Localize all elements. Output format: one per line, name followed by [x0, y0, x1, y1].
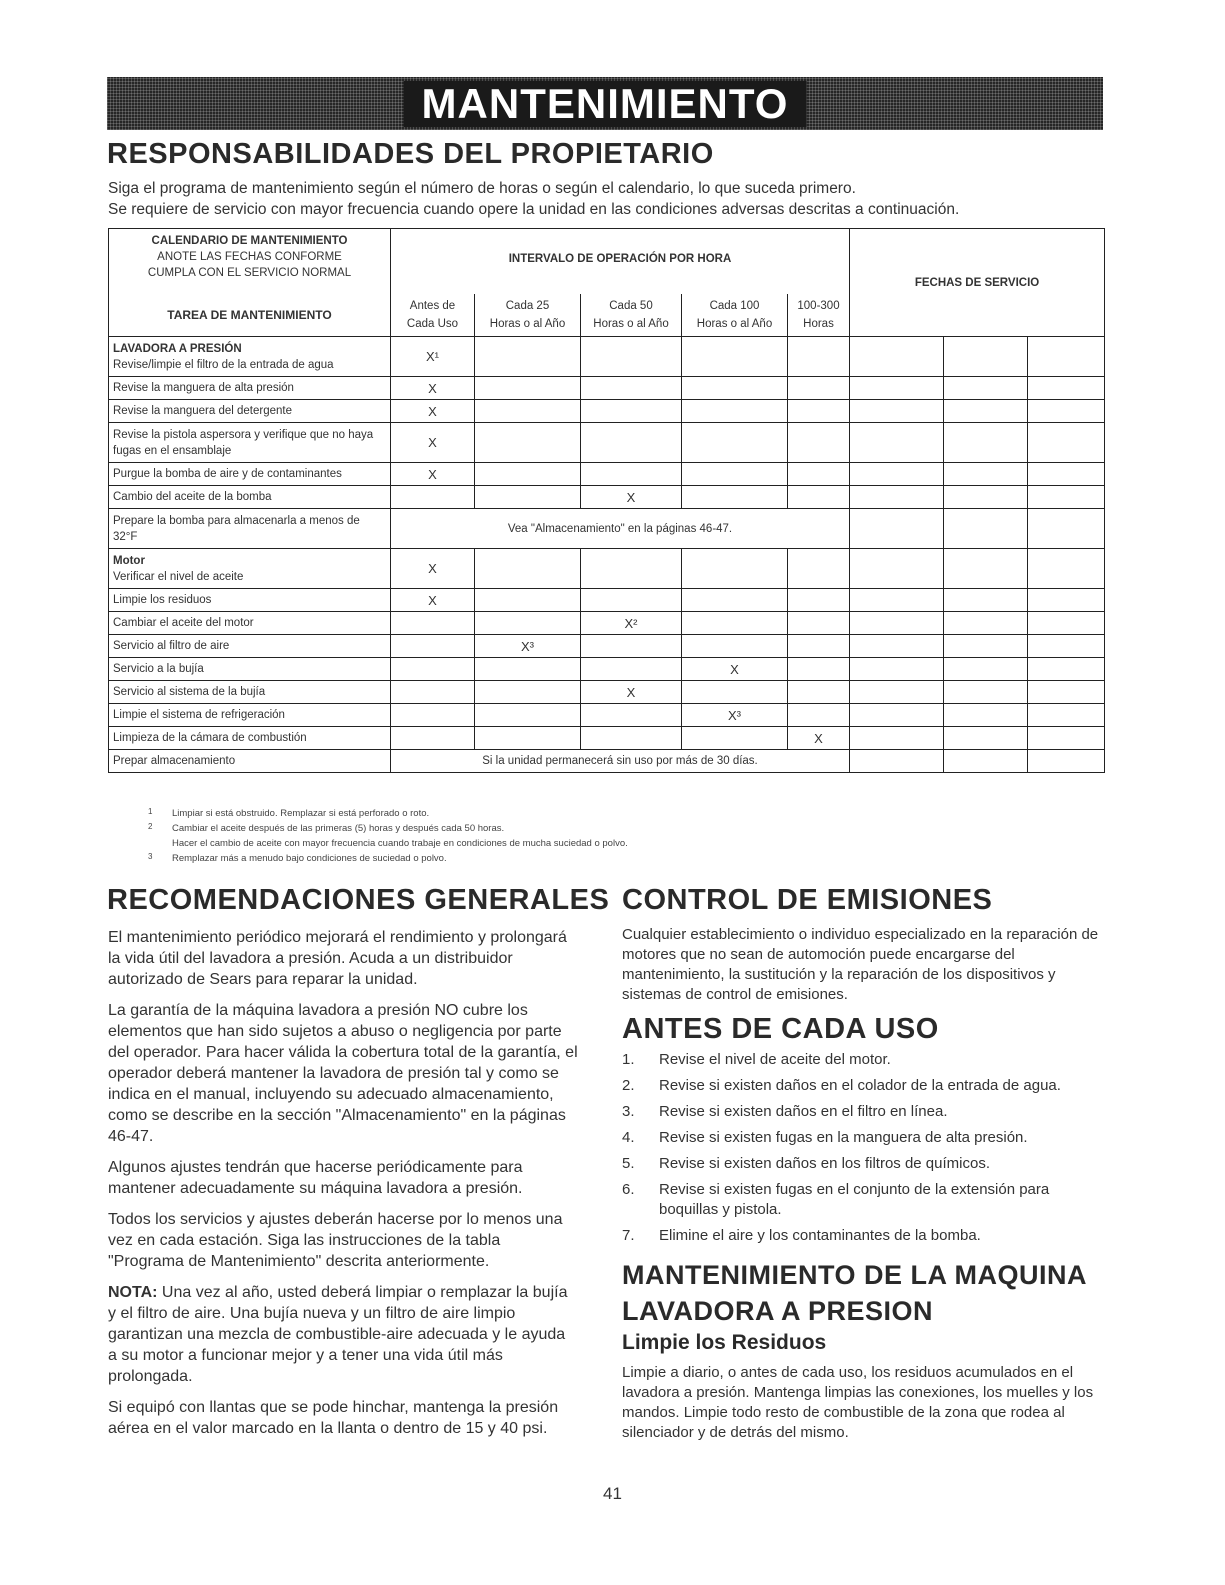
group-label-pressure-washer: LAVADORA A PRESIÓN: [113, 342, 242, 355]
list-text: Revise si existen daños en el filtro en línea.: [659, 1103, 948, 1120]
list-number: 3.: [622, 1103, 635, 1120]
service-dates-header: FECHAS DE SERVICIO: [850, 229, 1105, 337]
date-cell[interactable]: [850, 658, 944, 681]
date-cell[interactable]: [850, 463, 944, 486]
mark-cell: [475, 549, 581, 589]
recommendations-paragraph: Algunos ajustes tendrán que hacerse periódicamente para mantener adecuadamente su máquina lavadora a presión.: [108, 1159, 523, 1197]
date-cell[interactable]: [1028, 400, 1105, 423]
mark-cell: X²: [581, 612, 682, 635]
date-cell[interactable]: [850, 337, 944, 377]
owner-responsibilities-heading: RESPONSABILIDADES DEL PROPIETARIO: [107, 138, 714, 170]
date-cell[interactable]: [1028, 658, 1105, 681]
footnote: [148, 851, 628, 866]
recommendations-paragraph: La garantía de la máquina lavadora a presión NO cubre los elementos que han sido sujetos a abuso o negligencia por parte del operador. Para hacer válida la cobertura total de la garantía, el operador deberá mantener la lavadora de presión tal y como se indica en el manual, incluyendo su adecuado almacenamiento, como se describe en la sección "Almacenamiento" en la páginas 46-47.: [108, 1002, 578, 1145]
task-label: Cambio del aceite de la bomba: [109, 486, 391, 509]
mark-cell: X: [391, 549, 475, 589]
mark-cell: [391, 486, 475, 509]
mark-cell: [581, 337, 682, 377]
interval-col-5: [788, 294, 850, 337]
date-cell[interactable]: [944, 463, 1028, 486]
date-cell[interactable]: [1028, 463, 1105, 486]
interval-col-4: [682, 294, 788, 337]
table-row: [109, 635, 1105, 658]
table-footnotes: [148, 806, 628, 866]
date-cell[interactable]: [1028, 509, 1105, 549]
recommendations-paragraph: El mantenimiento periódico mejorará el rendimiento y prolongará la vida útil del lavadora a presión. Acuda a un distribuidor autorizado de Sears para reparar la unidad.: [108, 929, 567, 988]
mark-cell: X: [391, 589, 475, 612]
date-cell[interactable]: [850, 750, 944, 773]
mark-cell: [581, 549, 682, 589]
mark-cell: [475, 681, 581, 704]
footnote-number: 3: [148, 852, 153, 861]
list-text: Revise si existen daños en el colador de la entrada de agua.: [659, 1077, 1061, 1094]
table-row: [109, 612, 1105, 635]
date-cell[interactable]: [850, 704, 944, 727]
mark-cell: X: [581, 681, 682, 704]
interval-5-line2: Horas: [803, 317, 834, 330]
date-cell[interactable]: [944, 750, 1028, 773]
before-each-use-heading: ANTES DE CADA USO: [622, 1013, 939, 1045]
mark-cell: [682, 681, 788, 704]
interval-5-line1: 100-300: [797, 299, 840, 312]
date-cell[interactable]: [944, 509, 1028, 549]
table-row: [109, 681, 1105, 704]
date-cell[interactable]: [944, 658, 1028, 681]
mark-cell: [682, 337, 788, 377]
interval-col-1: [391, 294, 475, 337]
mark-cell: [581, 635, 682, 658]
mark-cell: [682, 612, 788, 635]
mark-cell: [788, 337, 850, 377]
date-cell[interactable]: [944, 704, 1028, 727]
date-cell[interactable]: [944, 635, 1028, 658]
mark-cell: [788, 612, 850, 635]
list-text: Revise si existen fugas en el conjunto de la extensión para boquillas y pistola.: [659, 1181, 1050, 1218]
list-number: 7.: [622, 1227, 635, 1244]
recommendations-paragraph: Todos los servicios y ajustes deberán hacerse por lo menos una vez en cada estación. Siga las instrucciones de la tabla "Programa de Mantenimiento" descrita anteriormente.: [108, 1211, 563, 1270]
mark-cell: X¹: [391, 337, 475, 377]
date-cell[interactable]: [850, 400, 944, 423]
list-number: 1.: [622, 1051, 635, 1068]
maintenance-schedule-table: [108, 228, 1105, 773]
date-cell[interactable]: [1028, 704, 1105, 727]
mark-cell: [581, 423, 682, 463]
mark-cell: [788, 681, 850, 704]
mark-cell: [581, 704, 682, 727]
machine-maintenance-heading-line-1: MANTENIMIENTO DE LA MAQUINA: [622, 1260, 1087, 1290]
task-label: Servicio a la bujía: [109, 658, 391, 681]
task-cell: [109, 549, 391, 589]
mark-cell: [788, 589, 850, 612]
mark-cell: [581, 658, 682, 681]
task-label: Prepar almacenamiento: [109, 750, 391, 773]
task-label: Revise la manguera de alta presión: [109, 377, 391, 400]
date-cell[interactable]: [850, 423, 944, 463]
date-cell[interactable]: [944, 337, 1028, 377]
task-label: Limpie los residuos: [109, 589, 391, 612]
table-row: [109, 377, 1105, 400]
table-row: [109, 423, 1105, 463]
mark-cell: [682, 400, 788, 423]
date-cell[interactable]: [1028, 681, 1105, 704]
mark-cell: [682, 377, 788, 400]
mark-cell: X³: [475, 635, 581, 658]
footnote-text: Limpiar si está obstruido. Remplazar si está perforado o roto.: [172, 808, 430, 819]
intro-line-2: Se requiere de servicio con mayor frecuencia cuando opere la unidad en las condiciones adversas descritas a continuación.: [108, 201, 960, 218]
list-number: 6.: [622, 1181, 635, 1198]
date-cell[interactable]: [1028, 377, 1105, 400]
task-label: Revise la manguera del detergente: [109, 400, 391, 423]
list-text: Revise el nivel de aceite del motor.: [659, 1051, 891, 1068]
table-row: [109, 750, 1105, 773]
table-row: [109, 549, 1105, 589]
list-number: 4.: [622, 1129, 635, 1146]
interval-2-line2: Horas o al Año: [489, 317, 566, 330]
date-cell[interactable]: [1028, 727, 1105, 750]
mark-cell: [682, 463, 788, 486]
date-cell[interactable]: [1028, 549, 1105, 589]
list-item: [622, 1076, 1112, 1096]
interval-3-line1: Cada 50: [609, 299, 653, 312]
list-item: [622, 1180, 1112, 1220]
calendar-line-3: CUMPLA CON EL SERVICIO NORMAL: [147, 267, 352, 279]
clean-debris-subheading: Limpie los Residuos: [622, 1331, 827, 1354]
banner-title: MANTENIMIENTO: [404, 81, 807, 127]
mark-cell: [475, 423, 581, 463]
mark-cell: [581, 589, 682, 612]
intro-line-1: Siga el programa de mantenimiento según el número de horas o según el calendario, lo que suceda primero.: [108, 180, 856, 197]
mark-cell: [788, 423, 850, 463]
task-header: TAREA DE MANTENIMIENTO: [109, 294, 391, 337]
general-recommendations-heading: RECOMENDACIONES GENERALES: [107, 884, 610, 916]
recommendations-paragraph: Si equipó con llantas que se pode hinchar, mantenga la presión aérea en el valor marcado en la llanta o dentro de 15 y 40 psi.: [108, 1399, 559, 1437]
task-label: Cambiar el aceite del motor: [109, 612, 391, 635]
footnote-number: 2: [148, 822, 153, 831]
task-label: Purgue la bomba de aire y de contaminantes: [109, 463, 391, 486]
mark-cell: [788, 400, 850, 423]
date-cell[interactable]: [850, 681, 944, 704]
mark-cell: [682, 486, 788, 509]
mark-cell: [788, 658, 850, 681]
group-label-motor: Motor: [113, 554, 145, 567]
footnote-text: Hacer el cambio de aceite con mayor frecuencia cuando trabaje en condiciones de mucha suciedad o polvo.: [172, 838, 628, 849]
date-cell[interactable]: [1028, 337, 1105, 377]
mark-cell: [391, 681, 475, 704]
mark-cell: [682, 549, 788, 589]
date-cell[interactable]: [1028, 423, 1105, 463]
date-cell[interactable]: [944, 612, 1028, 635]
task-label: Limpieza de la cámara de combustión: [109, 727, 391, 750]
date-cell[interactable]: [1028, 635, 1105, 658]
table-row: [109, 337, 1105, 377]
date-cell[interactable]: [850, 509, 944, 549]
date-cell[interactable]: [944, 727, 1028, 750]
mark-cell: [391, 635, 475, 658]
list-item: [622, 1050, 1112, 1070]
mark-cell: [475, 727, 581, 750]
footnote: [148, 821, 628, 836]
task-label: Revise/limpie el filtro de la entrada de agua: [113, 358, 334, 371]
list-text: Elimine el aire y los contaminantes de la bomba.: [659, 1227, 981, 1244]
page-number: 41: [603, 1484, 622, 1503]
general-recommendations-body: [108, 927, 578, 1449]
mark-cell: X: [581, 486, 682, 509]
list-item: [622, 1128, 1112, 1148]
mark-cell: [682, 589, 788, 612]
interval-4-line1: Cada 100: [709, 299, 760, 312]
owner-intro: [108, 178, 1108, 220]
date-cell[interactable]: [850, 635, 944, 658]
mark-cell: [475, 377, 581, 400]
date-cell[interactable]: [944, 486, 1028, 509]
interval-header: INTERVALO DE OPERACIÓN POR HORA: [391, 229, 850, 294]
emissions-body: Cualquier establecimiento o individuo especializado en la reparación de motores que no sean de automoción puede encargarse del mantenimiento, la sustitución y la reparación de los dispositivos y sistemas de control de emisiones.: [622, 926, 1099, 1003]
mark-cell: X³: [682, 704, 788, 727]
list-number: 5.: [622, 1155, 635, 1172]
mark-cell: X: [391, 400, 475, 423]
date-cell[interactable]: [944, 681, 1028, 704]
date-cell[interactable]: [850, 589, 944, 612]
date-cell[interactable]: [850, 486, 944, 509]
mark-cell: [391, 704, 475, 727]
emissions-control-heading: CONTROL DE EMISIONES: [622, 884, 993, 916]
interval-1-line1: Antes de: [409, 299, 456, 312]
task-label: Servicio al sistema de la bujía: [109, 681, 391, 704]
table-row: [109, 509, 1105, 549]
table-row: [109, 704, 1105, 727]
interval-2-line1: Cada 25: [505, 299, 550, 312]
task-label: Servicio al filtro de aire: [109, 635, 391, 658]
footnote-text: Cambiar el aceite después de las primeras (5) horas y después cada 50 horas.: [172, 823, 505, 834]
date-cell[interactable]: [944, 549, 1028, 589]
task-label: Prepare la bomba para almacenarla a menos de 32°F: [109, 509, 391, 549]
mark-cell: [475, 486, 581, 509]
table-row: [109, 463, 1105, 486]
calendar-line-2: ANOTE LAS FECHAS CONFORME: [157, 251, 342, 263]
mark-cell: [581, 463, 682, 486]
date-cell[interactable]: [1028, 589, 1105, 612]
interval-3-line2: Horas o al Año: [593, 317, 669, 330]
mark-cell: X: [391, 463, 475, 486]
clean-debris-body: Limpie a diario, o antes de cada uso, los residuos acumulados en el lavadora a presión. Mantenga limpias las conexiones, los muelles y los mandos. Limpie todo resto de combustible de la zona que rodea al silenciador y de detrás del mismo.: [622, 1364, 1094, 1441]
mark-cell: [475, 463, 581, 486]
interval-col-2: [475, 294, 581, 337]
mark-cell: [788, 635, 850, 658]
date-cell[interactable]: [944, 377, 1028, 400]
footnote: [148, 836, 628, 851]
mark-cell: [391, 612, 475, 635]
table-row: [109, 658, 1105, 681]
mark-cell: [581, 727, 682, 750]
date-cell[interactable]: [850, 612, 944, 635]
span-note: Si la unidad permanecerá sin uso por más de 30 días.: [391, 750, 850, 773]
footnote: [148, 806, 628, 821]
mark-cell: [475, 658, 581, 681]
list-text: Revise si existen daños en los filtros de químicos.: [659, 1155, 990, 1172]
mark-cell: [475, 337, 581, 377]
note-text: Una vez al año, usted deberá limpiar o remplazar la bujía y el filtro de aire. Una bujía nueva y un filtro de aire limpio garantizan una mezcla de combustible-aire adecuada y le ayuda a su motor a funcionar mejor y a tener una vida útil más prolongada.: [108, 1284, 568, 1385]
date-cell[interactable]: [850, 549, 944, 589]
mark-cell: X: [391, 377, 475, 400]
date-cell[interactable]: [1028, 486, 1105, 509]
mark-cell: [475, 704, 581, 727]
mark-cell: [391, 658, 475, 681]
interval-col-3: [581, 294, 682, 337]
mark-cell: [682, 423, 788, 463]
span-note: Vea "Almacenamiento" en la páginas 46-47.: [391, 509, 850, 549]
calendar-title: CALENDARIO DE MANTENIMIENTO: [151, 235, 348, 247]
mark-cell: [788, 463, 850, 486]
mark-cell: X: [391, 423, 475, 463]
mark-cell: [581, 377, 682, 400]
list-number: 2.: [622, 1077, 635, 1094]
task-label: Verificar el nivel de aceite: [113, 570, 244, 583]
list-text: Revise si existen fugas en la manguera de alta presión.: [659, 1129, 1028, 1146]
mark-cell: X: [682, 658, 788, 681]
footnote-text: Remplazar más a menudo bajo condiciones de suciedad o polvo.: [172, 853, 447, 864]
table-row: [109, 727, 1105, 750]
machine-maintenance-heading: [622, 1257, 1087, 1329]
table-row: [109, 486, 1105, 509]
date-cell[interactable]: [944, 400, 1028, 423]
machine-maintenance-heading-line-2: LAVADORA A PRESION: [622, 1296, 934, 1326]
mark-cell: [581, 400, 682, 423]
date-cell[interactable]: [1028, 612, 1105, 635]
table-row: [109, 589, 1105, 612]
mark-cell: X: [788, 727, 850, 750]
list-item: [622, 1226, 1112, 1246]
interval-4-line2: Horas o al Año: [696, 317, 773, 330]
list-item: [622, 1154, 1112, 1174]
mark-cell: [788, 486, 850, 509]
mark-cell: [475, 612, 581, 635]
mark-cell: [788, 549, 850, 589]
date-cell[interactable]: [944, 423, 1028, 463]
mark-cell: [788, 704, 850, 727]
task-cell: [109, 337, 391, 377]
recommendations-note: [108, 1282, 578, 1387]
task-label: Limpie el sistema de refrigeración: [109, 704, 391, 727]
date-cell[interactable]: [850, 377, 944, 400]
table-header-calendar: [109, 229, 391, 294]
note-label: NOTA:: [108, 1284, 158, 1301]
date-cell[interactable]: [850, 727, 944, 750]
date-cell[interactable]: [1028, 750, 1105, 773]
before-each-use-list: [622, 1050, 1112, 1252]
task-label: Revise la pistola aspersora y verifique que no haya fugas en el ensamblaje: [109, 423, 391, 463]
mark-cell: [475, 400, 581, 423]
section-banner: [107, 77, 1103, 130]
mark-cell: [391, 727, 475, 750]
date-cell[interactable]: [944, 589, 1028, 612]
interval-1-line2: Cada Uso: [406, 317, 459, 330]
mark-cell: [682, 635, 788, 658]
footnote-number: 1: [148, 807, 153, 816]
mark-cell: [788, 377, 850, 400]
table-row: [109, 400, 1105, 423]
list-item: [622, 1102, 1112, 1122]
mark-cell: [682, 727, 788, 750]
mark-cell: [475, 589, 581, 612]
